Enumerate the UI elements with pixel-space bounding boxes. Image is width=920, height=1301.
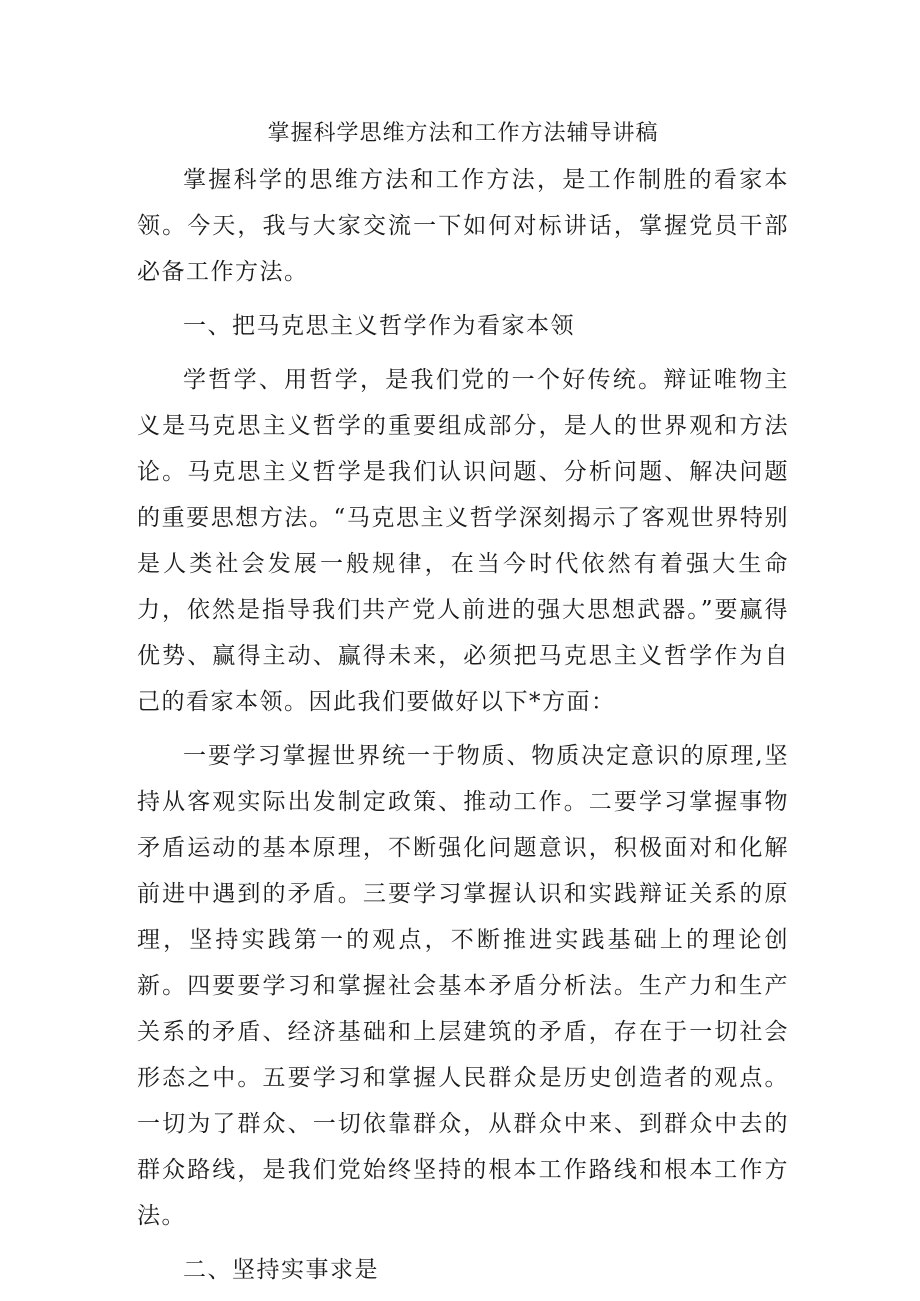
spacer — [137, 725, 789, 733]
section-1-paragraph-2: 一要学习掌握世界统一于物质、物质决定意识的原理,坚持从客观实际出发制定政策、推动工作。二要学习掌握事物矛盾运动的基本原理，不断强化问题意识，积极面对和化解前进中遇到的矛盾。三要学习掌握认识和实践辩证关系的原理，坚持实践第一的观点，不断推进实践基础上的理论创新。四要要学习和掌握社会基本矛盾分析法。生产力和生产关系的矛盾、经济基础和上层建筑的矛盾，存在于一切社会形态之中。五要学习和掌握人民群众是历史创造者的观点。一切为了群众、一切依靠群众，从群众中来、到群众中去的群众路线，是我们党始终坚持的根本工作路线和根本工作方法。 — [137, 743, 789, 1229]
document-body — [137, 111, 789, 1293]
spacer — [137, 1239, 789, 1247]
intro-paragraph: 掌握科学的思维方法和工作方法，是工作制胜的看家本领。今天，我与大家交流一下如何对标讲话，掌握党员干部必备工作方法。 — [137, 167, 789, 285]
spacer — [137, 349, 789, 357]
section-1-paragraph-1: 学哲学、用哲学，是我们党的一个好传统。辩证唯物主义是马克思主义哲学的重要组成部分，是人的世界观和方法论。马克思主义哲学是我们认识问题、分析问题、解决问题的重要思想方法。“马克思主义哲学深刻揭示了客观世界特别是人类社会发展一般规律，在当今时代依然有着强大生命力，依然是指导我们共产党人前进的强大思想武器。”要赢得优势、赢得主动、赢得未来，必须把马克思主义哲学作为自己的看家本领。因此我们要做好以下*方面： — [137, 367, 789, 715]
section-2-heading: 二、坚持实事求是 — [183, 1257, 379, 1283]
section-1-heading: 一、把马克思主义哲学作为看家本领 — [183, 313, 575, 339]
document-title: 掌握科学思维方法和工作方法辅导讲稿 — [267, 121, 659, 146]
spacer — [137, 295, 789, 303]
